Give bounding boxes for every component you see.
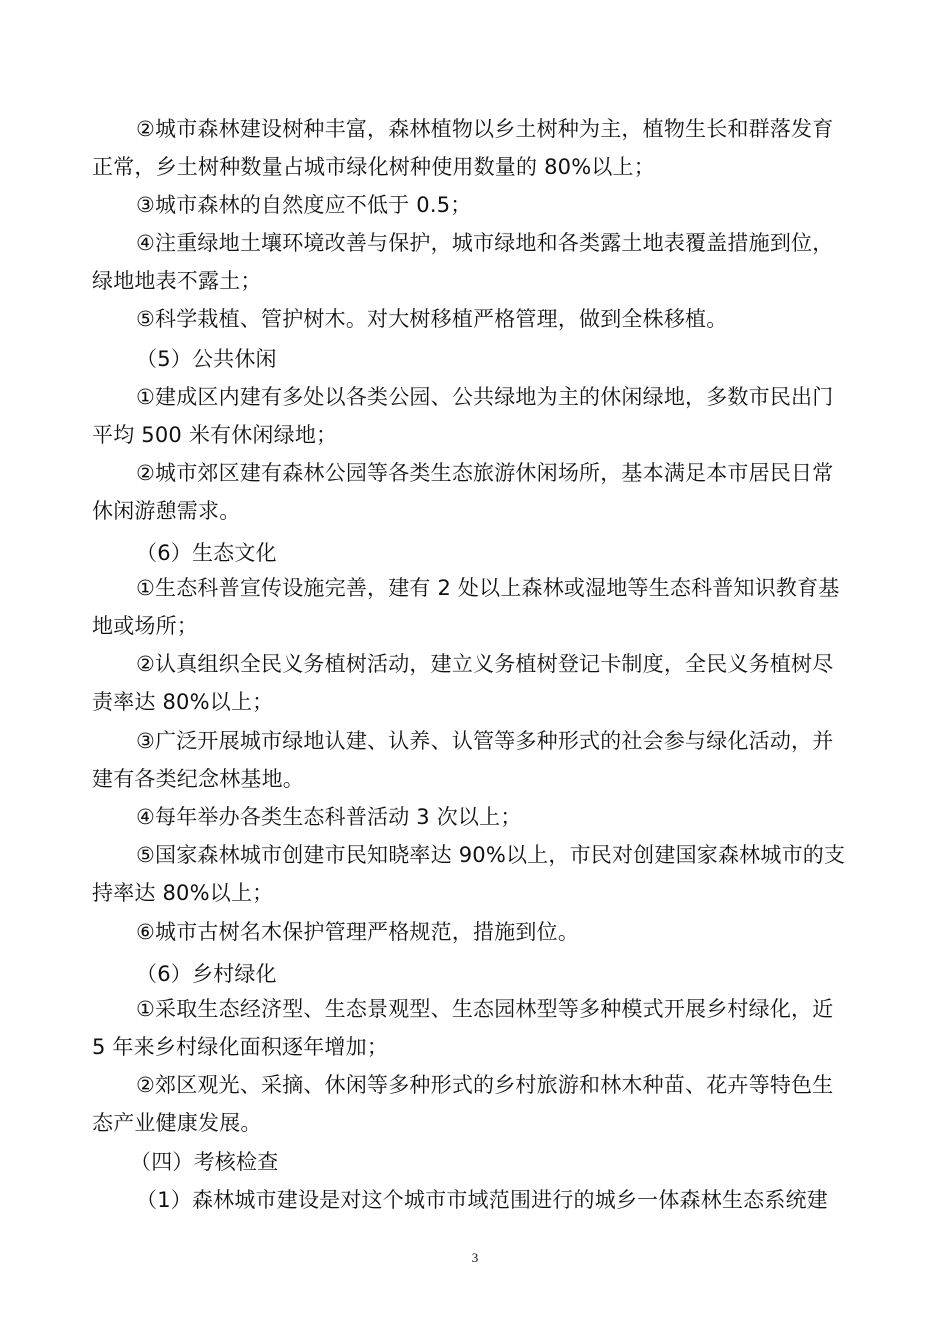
section-heading: （5）公共休闲 (136, 347, 277, 371)
paragraph-line: 绿地地表不露土； (92, 269, 262, 293)
paragraph-line: ①采取生态经济型、生态景观型、生态园林型等多种模式开展乡村绿化，近 (136, 997, 834, 1021)
paragraph-line: ⑤科学栽植、管护树木。对大树移植严格管理，做到全株移植。 (136, 307, 728, 331)
section-heading: （四）考核检查 (130, 1150, 279, 1174)
paragraph-line: ④每年举办各类生态科普活动 3 次以上； (136, 805, 522, 829)
paragraph-line: ①建成区内建有多处以各类公园、公共绿地为主的休闲绿地，多数市民出门 (136, 385, 834, 409)
section-heading: （6）生态文化 (136, 541, 277, 565)
paragraph-line: ③城市森林的自然度应不低于 0.5； (136, 193, 472, 217)
paragraph-line: ②郊区观光、采摘、休闲等多种形式的乡村旅游和林木种苗、花卉等特色生 (136, 1073, 834, 1097)
paragraph-line: 持率达 80%以上； (92, 881, 274, 905)
paragraph-line: ②认真组织全民义务植树活动，建立义务植树登记卡制度，全民义务植树尽 (136, 652, 834, 676)
paragraph-line: ②城市郊区建有森林公园等各类生态旅游休闲场所，基本满足本市居民日常 (136, 461, 834, 485)
paragraph-line: ①生态科普宣传设施完善，建有 2 处以上森林或湿地等生态科普知识教育基 (136, 576, 840, 600)
paragraph-line: 正常，乡土树种数量占城市绿化树种使用数量的 80%以上； (92, 155, 655, 179)
paragraph-line: 责率达 80%以上； (92, 690, 274, 714)
paragraph-line: 5 年来乡村绿化面积逐年增加； (92, 1035, 389, 1059)
section-heading: （6）乡村绿化 (136, 962, 277, 986)
paragraph-line: 平均 500 米有休闲绿地； (92, 423, 338, 447)
paragraph-line: 休闲游憩需求。 (92, 499, 241, 523)
paragraph-line: 建有各类纪念林基地。 (92, 767, 304, 791)
paragraph-line: ④注重绿地土壤环境改善与保护，城市绿地和各类露土地表覆盖措施到位， (136, 231, 834, 255)
paragraph-line: ③广泛开展城市绿地认建、认养、认管等多种形式的社会参与绿化活动，并 (136, 729, 834, 753)
paragraph-line: 地或场所； (92, 614, 198, 638)
paragraph-line: ⑤国家森林城市创建市民知晓率达 90%以上，市民对创建国家森林城市的支 (136, 843, 846, 867)
paragraph-line: （1）森林城市建设是对这个城市市域范围进行的城乡一体森林生态系统建 (136, 1188, 828, 1212)
paragraph-line: 态产业健康发展。 (92, 1111, 262, 1135)
paragraph-line: ②城市森林建设树种丰富，森林植物以乡土树种为主，植物生长和群落发育 (136, 117, 834, 141)
paragraph-line: ⑥城市古树名木保护管理严格规范，措施到位。 (136, 920, 580, 944)
page-number: 3 (471, 1250, 479, 1265)
